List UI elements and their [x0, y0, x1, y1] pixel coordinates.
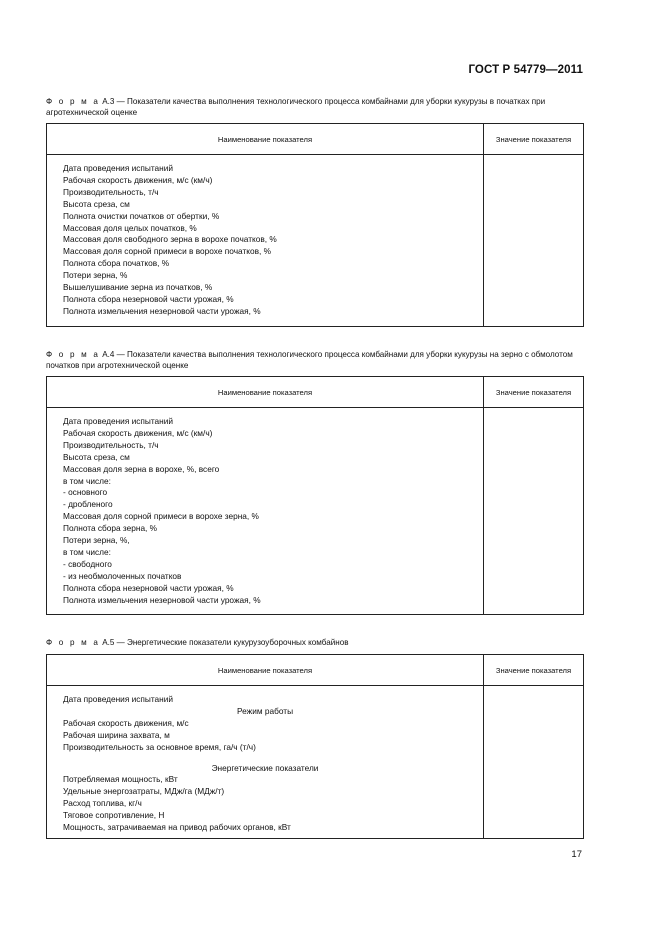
indicator-row: Массовая доля свободного зерна в ворохе початков, % [63, 234, 277, 245]
indicator-row: Полнота измельчения незерновой части урожая, % [63, 594, 261, 605]
indicator-list [47, 686, 484, 839]
indicator-row: Удельные энергозатраты, МДж/га (МДж/т) [63, 786, 225, 797]
form-caption: А.4 — Показатели качества выполнения технологического процесса комбайнами для уборки кукурузы на зерно с обмолотом початков при агротехнической оценке [46, 350, 573, 370]
form-a3-title [46, 96, 586, 118]
column-header-value: Значение показателя [484, 377, 584, 408]
indicator-row: Высота среза, см [63, 198, 130, 209]
indicator-row: Полнота сбора початков, % [63, 258, 170, 269]
indicator-row: Потребляемая мощность, кВт [63, 774, 178, 785]
indicator-row: - дробленого [63, 499, 113, 510]
indicator-row: Потери зерна, % [63, 270, 128, 281]
indicator-row: Полнота очистки початков от обертки, % [63, 210, 220, 221]
form-prefix: Ф о р м а [46, 350, 101, 359]
indicator-row: Дата проведения испытаний [63, 416, 174, 426]
indicator-row: в том числе: [63, 546, 111, 557]
value-cell [484, 155, 584, 327]
column-header-name: Наименование показателя [47, 655, 484, 686]
section-title-energy: Энергетические показатели [211, 762, 319, 773]
form-prefix: Ф о р м а [46, 97, 101, 106]
indicator-row: Потери зерна, %, [63, 535, 130, 546]
form-prefix: Ф о р м а [46, 638, 101, 647]
form-caption: А.3 — Показатели качества выполнения технологического процесса комбайнами для уборки кукурузы в початках при агротехнической оценке [46, 97, 546, 117]
indicator-row: Рабочая ширина захвата, м [63, 729, 170, 740]
indicator-row: - свободного [63, 558, 112, 569]
column-header-name: Наименование показателя [47, 124, 484, 155]
standard-number: ГОСТ Р 54779—2011 [468, 64, 583, 76]
form-a5-title [46, 637, 586, 648]
indicator-row: Полнота измельчения незерновой части урожая, % [63, 305, 261, 316]
indicator-row: Дата проведения испытаний [63, 163, 174, 173]
indicator-row: - основного [63, 487, 108, 498]
page-number: 17 [571, 849, 582, 860]
value-cell [484, 686, 584, 839]
indicator-row: Рабочая скорость движения, м/с (км/ч) [63, 427, 213, 438]
indicator-row: Производительность, т/ч [63, 439, 159, 450]
form-a5-table [46, 654, 584, 839]
column-header-name: Наименование показателя [47, 377, 484, 408]
indicator-row: Полнота сбора незерновой части урожая, % [63, 293, 234, 304]
indicator-row: Мощность, затрачиваемая на привод рабочих органов, кВт [63, 822, 291, 833]
form-a3-table [46, 123, 584, 327]
indicator-row: Массовая доля зерна в ворохе, %, всего [63, 463, 220, 474]
form-a4-title [46, 349, 586, 371]
indicator-row: Массовая доля сорной примеси в ворохе початков, % [63, 246, 271, 257]
column-header-value: Значение показателя [484, 655, 584, 686]
indicator-list [47, 408, 484, 615]
indicator-row: Массовая доля целых початков, % [63, 222, 197, 233]
indicator-row: Производительность за основное время, га/ч (т/ч) [63, 741, 256, 752]
indicator-row: Расход топлива, кг/ч [63, 798, 142, 809]
form-caption: А.5 — Энергетические показатели кукурузоуборочных комбайнов [100, 638, 349, 647]
indicator-row: Высота среза, см [63, 451, 130, 462]
indicator-row: Полнота сбора зерна, % [63, 523, 158, 534]
indicator-row: Массовая доля сорной примеси в ворохе зерна, % [63, 511, 259, 522]
section-title-operating-mode: Режим работы [236, 705, 294, 716]
form-a4-table [46, 376, 584, 615]
indicator-row: Полнота сбора незерновой части урожая, % [63, 582, 234, 593]
indicator-row: Производительность, т/ч [63, 186, 159, 197]
indicator-list [47, 155, 484, 327]
column-header-value: Значение показателя [484, 124, 584, 155]
value-cell [484, 408, 584, 615]
indicator-row: в том числе: [63, 475, 111, 486]
indicator-row: Рабочая скорость движения, м/с (км/ч) [63, 174, 213, 185]
indicator-row: Тяговое сопротивление, Н [63, 810, 165, 821]
indicator-row: - из необмолоченных початков [63, 570, 182, 581]
indicator-row: Рабочая скорость движения, м/с [63, 717, 189, 728]
indicator-row: Вышелушивание зерна из початков, % [63, 282, 213, 293]
indicator-row: Дата проведения испытаний [63, 694, 174, 704]
